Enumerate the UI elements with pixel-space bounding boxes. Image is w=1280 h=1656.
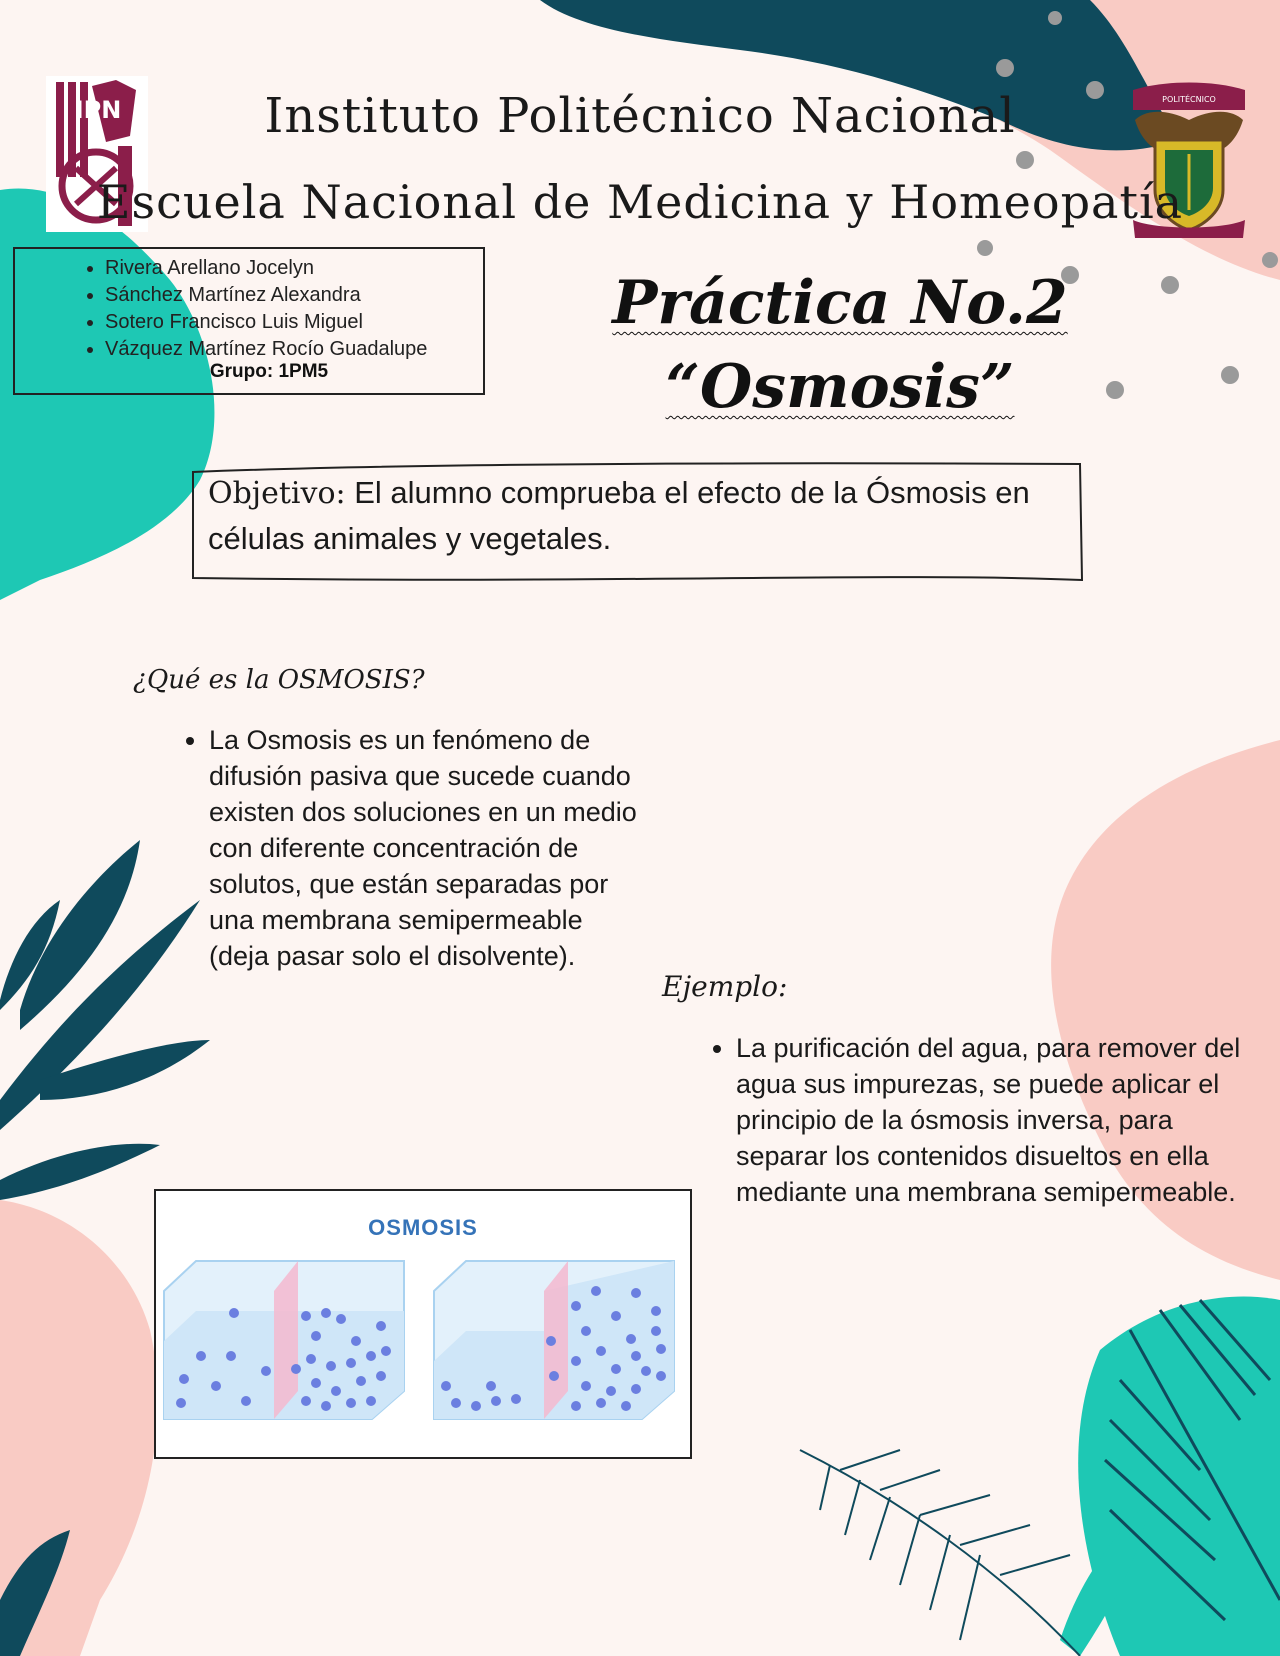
objective-box (190, 460, 1085, 585)
objective-body: El alumno comprueba el efecto de la Ósmosis en células animales y vegetales. (208, 475, 1030, 556)
tank-left (164, 1261, 404, 1419)
osmosis-diagram (156, 1191, 690, 1457)
objective-label: Objetivo: (208, 476, 346, 511)
institute-title: Instituto Politécnico Nacional (264, 88, 1016, 144)
member-name: • Sotero Francisco Luis Miguel (105, 309, 483, 336)
svg-text:POLITÉCNICO: POLITÉCNICO (1162, 95, 1216, 104)
osmosis-figure (154, 1189, 692, 1459)
fern-outline-bottom (800, 1450, 1080, 1656)
definition-paragraph (173, 722, 643, 974)
school-title: Escuela Nacional de Medicina y Homeopatía (96, 175, 1184, 229)
example-paragraph (700, 1030, 1260, 1210)
teal-palm-bottom-right (1060, 1297, 1280, 1656)
practice-topic-title: “Osmosis” (665, 352, 1015, 422)
example-text: • La purificación del agua, para remover del agua sus impurezas, se puede aplicar el principio de la ósmosis inversa, para separar los contenidos disueltos en ella mediante una membrana semipermeable. (736, 1030, 1260, 1210)
practice-number-title: Práctica No.2 (612, 268, 1068, 338)
group-label: Grupo: 1PM5 (209, 361, 329, 382)
tank-right (434, 1261, 674, 1419)
members-list (15, 255, 483, 363)
member-name: • Vázquez Martínez Rocío Guadalupe (105, 336, 483, 363)
definition-heading: ¿Qué es la OSMOSIS? (133, 665, 425, 695)
svg-text:IPN: IPN (74, 96, 122, 124)
figure-title: OSMOSIS (368, 1215, 478, 1240)
member-name: • Sánchez Martínez Alexandra (105, 282, 483, 309)
member-name: • Rivera Arellano Jocelyn (105, 255, 483, 282)
definition-text: • La Osmosis es un fenómeno de difusión pasiva que sucede cuando existen dos soluciones en un medio con diferente concentración de solutos, que están separadas por una membrana semipermeable (deja pasar solo el disolvente). (209, 722, 643, 974)
objective-text (208, 470, 1048, 561)
members-box (13, 247, 485, 395)
example-heading: Ejemplo: (662, 970, 788, 1003)
